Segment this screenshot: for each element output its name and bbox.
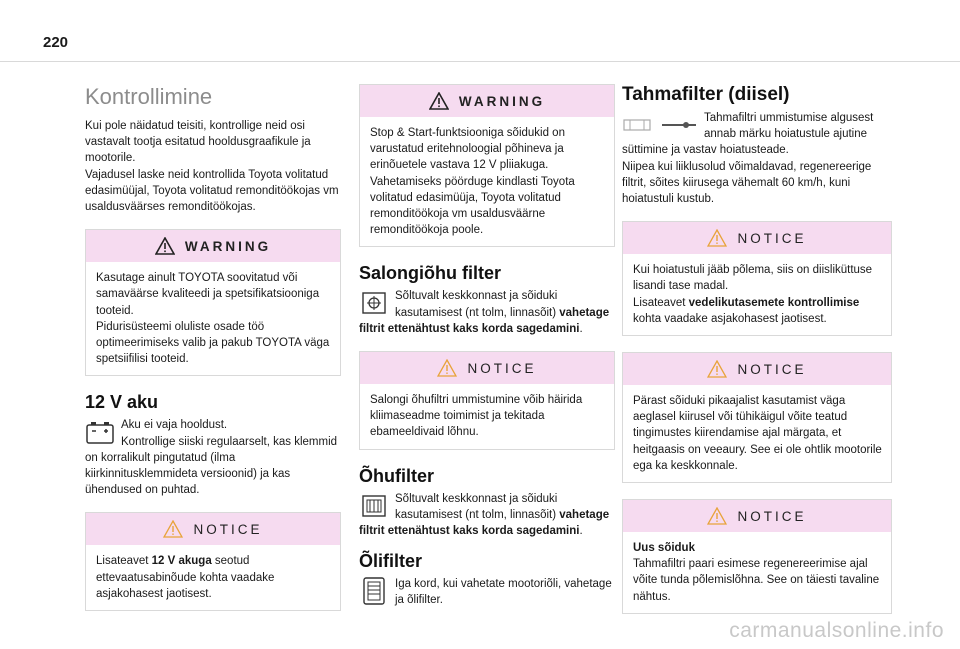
warning-triangle-icon bbox=[155, 237, 175, 255]
notice-box-4 bbox=[622, 352, 892, 483]
warning-label-2: WARNING bbox=[458, 93, 546, 109]
notice-text-3: Kui hoiatustuli jääb põlema, siis on diisliküttuse lisandi tase madal. Lisateavet vedelikutasemete kontrollimise kohta vaadake asjakohasest jaotisest. bbox=[633, 264, 873, 325]
soot-filter-title: Tahmafilter (diisel) bbox=[622, 84, 790, 105]
battery-icon bbox=[85, 418, 115, 446]
battery-text: Aku ei vaja hooldust. Kontrollige siiski regulaarselt, kas klemmid on korralikult pingutatud (ilma kiirkinnitusklemmideta versioonid) ja kas ühendused on puhtad. bbox=[85, 419, 338, 497]
soot-filter-text: Tahmafiltri ummistumise algusest annab märku hoiatustule ajutine süttimine ja vastav hoiatusteade. Niipea kui liiklusolud võimaldavad, regenereerige filtrit, sõites kiirusega vähemalt 60 km/h, kuni hoiatustuli kustub. bbox=[622, 112, 874, 206]
cabin-filter-text: Sõltuvalt keskkonnast ja sõiduki kasutamisest (nt tolm, linnasõit) vahetage filtrit ettenähtust kaks korda sagedamini. bbox=[359, 290, 610, 335]
warning-text: Kasutage ainult TOYOTA soovitatud või samaväärse kvaliteedi ja spetsifikatsiooniga tooteid. Pidurisüsteemi oluliste osade töö optimeerimiseks valib ja pakub TOYOTA väga spetsiifilisi tooteid. bbox=[96, 272, 330, 366]
oil-filter-title: Õlifilter bbox=[359, 551, 423, 572]
column-right bbox=[622, 84, 892, 630]
notice-box bbox=[85, 512, 341, 611]
notice-label: NOTICE bbox=[193, 521, 263, 537]
header-divider bbox=[0, 61, 960, 62]
notice-text-2: Salongi õhufiltri ummistumine võib häirida kliimaseadme toimimist ja tekitada ebameeldivaid lõhnu. bbox=[370, 394, 583, 439]
warning-triangle-icon bbox=[429, 92, 449, 110]
oil-filter-icon bbox=[359, 577, 389, 605]
notice-text-5: Tahmafiltri paari esimese regenereerimise ajal võite tunda põlemislõhna. See on täiesti tavaline nähtus. bbox=[633, 558, 880, 603]
notice-header bbox=[86, 513, 340, 545]
notice-text: Lisateavet 12 V akuga seotud ettevaatusabinõude kohta vaadake asjakohasest jaotisest. bbox=[96, 555, 275, 600]
soot-filter-paragraph bbox=[622, 110, 892, 207]
notice-header-2 bbox=[360, 352, 614, 384]
notice-triangle-icon bbox=[707, 360, 727, 378]
air-filter-text: Sõltuvalt keskkonnast ja sõiduki kasutamisest (nt tolm, linnasõit) vahetage filtrit ettenähtust kaks korda sagedamini. bbox=[359, 492, 610, 538]
notice-subtitle-new-vehicle: Uus sõiduk bbox=[633, 542, 695, 555]
notice-triangle-icon bbox=[163, 520, 183, 538]
oil-filter-text: Iga kord, kui vahetate mootoriõli, vahetage ja õlifilter. bbox=[395, 578, 612, 607]
notice-triangle-icon bbox=[437, 359, 457, 377]
notice-label-3: NOTICE bbox=[737, 230, 807, 246]
intro-text: Kui pole näidatud teisiti, kontrollige neid osi vastavalt tootja esitatud hooldusgraafikule ja mootorile. Vajadusel laske neid kontrollida Toyota volitatud edasimüüjal, Toyota volitatud remonditöökojas vm usaldusväärses remonditöökojas. bbox=[85, 120, 339, 214]
battery-title: 12 V aku bbox=[85, 392, 159, 413]
notice-box-5 bbox=[622, 499, 892, 614]
page-number: 220 bbox=[43, 34, 69, 51]
footer-watermark: carmanualsonline.info bbox=[729, 619, 944, 642]
warning-text-2: Stop & Start-funktsiooniga sõidukid on varustatud eritehnoloogial põhineva ja erinõuetele vastava 12 V pliiakuga. Vahetamiseks pöörduge kindlasti Toyota volitatud edasimüüja, Toyota volitatud remonditöökoja vm usaldusväärne remonditöökoja poole. bbox=[370, 127, 575, 237]
notice-triangle-icon bbox=[707, 507, 727, 525]
notice-box-2 bbox=[359, 351, 615, 450]
cabin-filter-icon bbox=[359, 289, 389, 317]
battery-paragraph bbox=[85, 417, 341, 498]
soot-filter-icons bbox=[622, 111, 698, 139]
warning-header-2 bbox=[360, 85, 614, 117]
notice-label-4: NOTICE bbox=[737, 361, 807, 377]
notice-triangle-icon bbox=[707, 229, 727, 247]
section-title-kontrollimine: Kontrollimine bbox=[85, 84, 213, 109]
notice-header-4 bbox=[623, 353, 891, 385]
notice-text-4: Pärast sõiduki pikaajalist kasutamist väga aeglasel kiirusel või tühikäigul võite teatud tingimustes kiirendamise ajal märgata, et heitgaasis on veeaurу. See ei ole ohtlik mootorile ega ka keskkonnale. bbox=[633, 395, 882, 472]
oil-filter-paragraph bbox=[359, 576, 615, 608]
warning-box bbox=[85, 229, 341, 376]
warning-box-2 bbox=[359, 84, 615, 247]
air-filter-title: Õhufilter bbox=[359, 465, 434, 486]
warning-header bbox=[86, 230, 340, 262]
air-filter-paragraph bbox=[359, 491, 615, 540]
notice-header-3 bbox=[623, 222, 891, 254]
air-filter-icon bbox=[359, 492, 389, 520]
cabin-filter-title: Salongiõhu filter bbox=[359, 263, 501, 284]
notice-header-5 bbox=[623, 500, 891, 532]
notice-label-5: NOTICE bbox=[737, 508, 807, 524]
notice-box-3 bbox=[622, 221, 892, 336]
column-left bbox=[85, 84, 341, 627]
notice-label-2: NOTICE bbox=[467, 360, 537, 376]
warning-label: WARNING bbox=[184, 238, 272, 254]
cabin-filter-paragraph bbox=[359, 288, 615, 337]
particle-filter-icon bbox=[622, 115, 698, 135]
column-middle bbox=[359, 84, 615, 609]
